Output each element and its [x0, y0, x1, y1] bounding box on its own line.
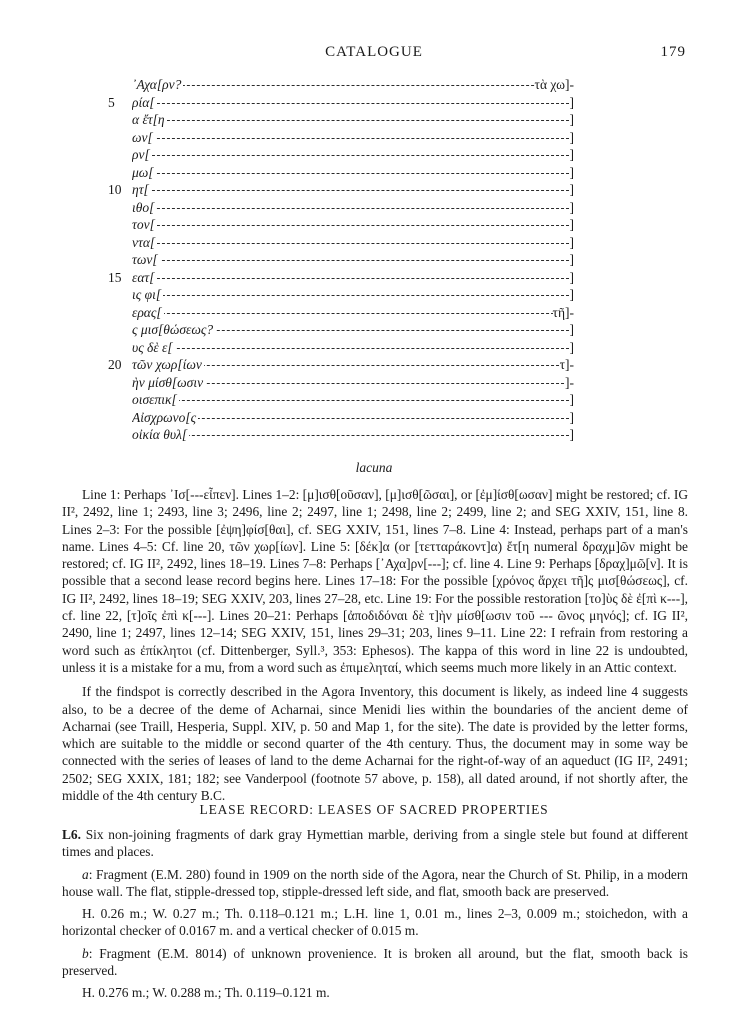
line-ending: ]	[569, 322, 574, 337]
line-ending: ]	[569, 409, 574, 425]
inscription-line	[96, 182, 696, 200]
inscription-line	[96, 235, 696, 253]
fragment-b-description	[62, 945, 688, 980]
line-text: ητ[	[132, 182, 149, 197]
inscription-line	[96, 165, 696, 183]
line-ending: ]	[569, 392, 574, 407]
line-ending: ]	[569, 129, 574, 145]
entry-label: L6.	[62, 827, 81, 842]
line-ending: ]	[569, 94, 574, 110]
line-text: ὴν μίσθ[ωσιν	[132, 374, 204, 390]
fragment-b-label: b	[82, 945, 89, 961]
line-text: υς δὲ ε[	[132, 339, 173, 355]
inscription-line	[96, 270, 696, 288]
catalogue-entry-l6	[62, 826, 688, 1007]
page-number: 179	[660, 44, 686, 60]
inscription-line	[96, 217, 696, 235]
line-text: ᾿Αχα[ρν?	[132, 77, 182, 92]
line-ending: ]	[569, 252, 574, 267]
fragment-a-dimensions: H. 0.26 m.; W. 0.27 m.; Th. 0.118–0.121 m.; L.H. line 1, 0.01 m., lines 2–3, 0.009 m.; stoichedon, with a horizontal checker of 0.0167 m. and a vertical checker of 0.015 m.	[62, 906, 688, 939]
line-number: 10	[108, 182, 122, 197]
line-text: ιθο[	[132, 199, 155, 215]
line-ending: τῆ]-	[552, 304, 574, 320]
line-ending: ]	[569, 182, 574, 197]
line-text: οισεπικ[	[132, 392, 177, 407]
line-text: ων[	[132, 129, 153, 145]
inscription-line	[96, 147, 696, 165]
inscription-line	[96, 77, 696, 95]
inscription-line	[96, 305, 696, 323]
fragment-a-label: a	[82, 866, 89, 882]
inscription-line	[96, 287, 696, 305]
line-number: 20	[108, 357, 122, 372]
fragment-a-description	[62, 866, 688, 901]
inscription-line	[96, 375, 696, 393]
section-heading: LEASE RECORD: LEASES OF SACRED PROPERTIES	[199, 802, 549, 817]
commentary	[62, 486, 688, 811]
line-number: 5	[108, 94, 115, 110]
inscription-line	[96, 130, 696, 148]
line-ending: ]	[569, 269, 574, 285]
line-ending: ]	[569, 217, 574, 232]
line-ending: ]	[569, 234, 574, 250]
inscription-line	[96, 427, 696, 445]
line-ending: ]	[569, 287, 574, 302]
line-ending: ]	[569, 112, 574, 127]
line-ending: τ]-	[559, 357, 574, 372]
line-ending: ]	[569, 199, 574, 215]
line-text: τῶν χωρ[ίων	[132, 357, 202, 372]
inscription-line	[96, 410, 696, 428]
inscription-text	[96, 77, 696, 445]
line-text: ς μισ[θώσεως?	[132, 322, 214, 337]
line-text: ρν[	[132, 147, 150, 162]
line-text: α ἔτ[η	[132, 112, 165, 127]
line-text: εατ[	[132, 269, 155, 285]
line-text: Αἰσχρωνο[ς	[132, 409, 197, 425]
line-text: ις φι[	[132, 287, 162, 302]
fragment-a-text: : Fragment (E.M. 280) found in 1909 on the north side of the Agora, near the Church of St. Philip, in a modern house wall. The flat, stipple-dressed top, stipple-dressed left side, and flat, smooth back are preserved.	[62, 866, 688, 899]
line-text: τον[	[132, 217, 155, 232]
commentary-paragraph-2: If the findspot is correctly described in the Agora Inventory, this document is likely, as indeed line 4 suggests also, to be a decree of the deme of Acharnai, since Menidi lies within the boundaries of the ancient deme of Acharnai (see Traill, Hesperia, Suppl. XIV, p. 50 and Map 1, for the site). The date is provided by the letter forms, which are suitable to the middle or second quarter of the 4th century. Thus, the document may in some way be connected with the series of leases of land to the deme Acharnai for the right-of-way of an aqueduct (IG II², 2491; 2502; SEG XXIX, 181; 182; see Vanderpool (footnote 57 above, p. 158), all dated around, if not shortly after, the middle of the 4th century B.C.	[62, 684, 688, 804]
running-title: CATALOGUE	[325, 44, 423, 60]
entry-intro-text: Six non-joining fragments of dark gray Hymettian marble, deriving from a single stele but found at different times and places.	[62, 827, 688, 860]
line-text: ερας[	[132, 304, 162, 320]
line-ending: τὰ χω]-	[534, 77, 574, 92]
line-text: μω[	[132, 164, 154, 180]
inscription-line	[96, 392, 696, 410]
commentary-paragraph-1: Line 1: Perhaps ᾿Ισ[---εἶπεν]. Lines 1–2: [μ]ισθ[οῦσαν], [μ]ισθ[ῶσαι], or [ἐμ]ίσθ[ωσαν] might be restored; cf. IG II², 2492, line 1; 2493, line 3; 2496, line 2; 2497, line 1; 2498, line 2; 2499, line 2; and SEG XXIV, 151, line 8. Lines 2–3: For the possible [ἐψη]φίσ[θαι], cf. SEG XXIV, 151, lines 7–8. Line 4: Instead, perhaps part of a man's name. Lines 4–5: Cf. line 20, τῶν χωρ[ίων]. Line 5: [δέκ]α (or [τετταράκοντ]α) ἔτ[η numeral δραχμ]ῶν might be restored; cf. IG II², 2492, lines 18–19. Lines 7–8: Perhaps [᾿Αχα]ρν[---]; cf. line 4. Line 9: Perhaps [δραχ]μῶ[ν]. It is possible that a second lease record begins here. Lines 17–18: For the possible [χρόνος ἄρχει τῆ]ς μισ[θώσεως], cf. IG II², 2492, lines 18–19; SEG XXIV, 203, lines 27–28, etc. Line 19: For the possible restoration [το]ὺς δὲ ἐ[πὶ κ---], cf. line 22, [τ]οῖς ἐπὶ κ[---]. Lines 20–21: Perhaps [ἀποδιδόναι δὲ τ]ὴν μίσθ[ωσιν τοῦ --- ῶνος μηνός]; cf. IG II², 2490, line 1; 2497, lines 12–14; SEG XXIV, 151, lines 29–31; 203, lines 9–11. Line 22: I refrain from restoring a word such as ἐπίκλητοι (cf. Dittenberger, Syll.³, 353: Ephesos). The kappa of this word in line 22 is undoubted, unless it is a mistake for a mu, from a word such as ἐπιμεληταί, which seems much more likely in an Attic context.	[62, 487, 688, 675]
entry-intro	[62, 826, 688, 861]
inscription-line	[96, 322, 696, 340]
inscription-line	[96, 95, 696, 113]
lacuna-label: lacuna	[355, 460, 393, 475]
fragment-b-dimensions: H. 0.276 m.; W. 0.288 m.; Th. 0.119–0.121 m.	[82, 985, 330, 1001]
inscription-line	[96, 357, 696, 375]
inscription-line	[96, 112, 696, 130]
line-text: των[	[132, 252, 158, 267]
line-number: 15	[108, 269, 122, 285]
line-text: ντα[	[132, 234, 156, 250]
fragment-b-text: : Fragment (E.M. 8014) of unknown provenience. It is broken all around, but the flat, smooth back is preserved.	[62, 945, 688, 979]
line-ending: ]	[569, 339, 574, 355]
line-ending: ]	[569, 427, 574, 442]
line-ending: ]	[569, 147, 574, 162]
line-ending: ]	[569, 164, 574, 180]
inscription-line	[96, 252, 696, 270]
line-text: ρία[	[132, 94, 155, 110]
line-ending: ]-	[565, 374, 574, 390]
line-text: οἰκία θυλ[	[132, 427, 188, 442]
inscription-line	[96, 340, 696, 358]
inscription-line	[96, 200, 696, 218]
